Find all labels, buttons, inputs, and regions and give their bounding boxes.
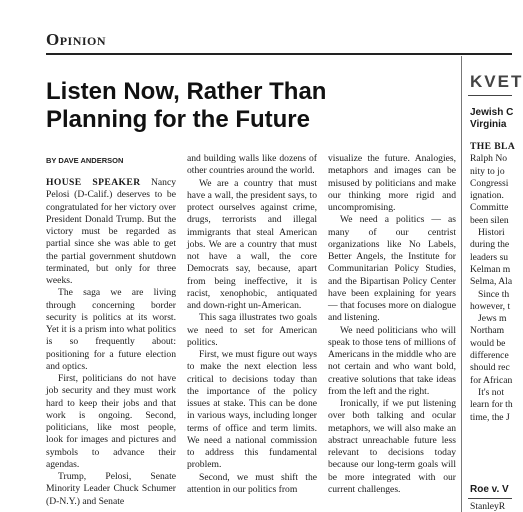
sidebar-rule-2 <box>468 498 512 499</box>
paragraph: This saga illustrates two goals we need to set for American politics. <box>187 312 317 348</box>
article-byline: BY DAVE ANDERSON <box>46 156 124 165</box>
paragraph-continued: and building walls like dozens of other countries around the world. <box>187 153 317 177</box>
paragraph: We need politicians who will speak to those tens of millions of Americans in the middle who are not certain and who want bold, creative solutions that take ideas from the left and the right. <box>328 324 456 397</box>
sidebar-line: ignation. <box>470 190 504 202</box>
sidebar-line: for African <box>470 374 513 386</box>
sidebar-headline-2: Roe v. V <box>470 484 509 495</box>
paragraph: Trump, Pelosi, Senate Minority Leader Chuck Schumer (D-N.Y.) and Senate <box>46 471 176 507</box>
article-column-2 <box>187 153 317 496</box>
sidebar-line: during the <box>470 239 510 251</box>
sidebar-line: should rec <box>470 362 510 374</box>
paragraph-continued: visualize the future. Analogies, metaphors and images can be misused by politicians and make our thinking more rigid and uncompromising. <box>328 153 456 213</box>
section-rule <box>46 53 512 55</box>
sidebar-headline-line: Jewish C <box>470 107 514 118</box>
sidebar-line: leaders su <box>470 251 509 263</box>
paragraph: First, we must figure out ways to make the next election less critical to decisions today than the importance of the policy issues at stake. This can be done in various ways, including longer terms of office and term limits. We need a national commission to address this fundamental problem. <box>187 349 317 471</box>
sidebar-line: however, t <box>470 300 511 312</box>
sidebar-line: difference <box>470 350 509 362</box>
sidebar-line: Northam <box>470 325 505 337</box>
sidebar-body <box>470 141 516 424</box>
sidebar-title: KVET <box>470 72 523 91</box>
lead-text: Nancy Pelosi (D-Calif.) deserves to be congratulated for her victory over President Donald Trump. But the victory must be regarded as partial since she was able to get the partial government shutdown terminated, but only for three weeks. <box>46 177 176 286</box>
sidebar-line: been silen <box>470 214 509 226</box>
sidebar-line: Jews m <box>478 313 507 325</box>
lead-paragraph <box>46 177 176 287</box>
sidebar-line: learn for th <box>470 399 513 411</box>
paragraph: We need a politics — as many of our centrist organizations like No Labels, Better Angels, the Institute for Communitarian Policy Studies, and the Bipartisan Policy Center have been explaining for years — that focuses more on dialogue and listening. <box>328 214 456 324</box>
sidebar-headline-line: Virginia <box>470 119 507 130</box>
article-headline: Listen Now, Rather Than Planning for the Future <box>46 78 327 133</box>
sidebar-line: Committe <box>470 202 509 214</box>
sidebar-line: Selma, Ala <box>470 276 513 288</box>
sidebar-line: Kelman m <box>470 263 511 275</box>
sidebar-line: Ralph No <box>470 153 508 165</box>
sidebar-line: nity to jo <box>470 165 505 177</box>
sidebar-lead: THE BLA <box>470 141 516 152</box>
sidebar-line: time, the J <box>470 411 510 423</box>
sidebar-rule <box>468 95 512 96</box>
paragraph: First, politicians do not have job security and they must work hard to keep their jobs and that work is ongoing. Second, politicians, like most people, look for images and pictures and symbols to advance their agendas. <box>46 373 176 470</box>
article-column-1 <box>46 177 176 508</box>
paragraph: We are a country that must have a wall, the president says, to protect ourselves against crime, drugs, terrorists and illegal immigrants that steal American jobs. We are a country that must not have a wall, the core Democrats say, because, apart from being ineffective, it is racist, xenophobic, antiquated and down-right un-American. <box>187 177 317 311</box>
sidebar-line: It's not <box>478 386 504 398</box>
lead-caps: HOUSE SPEAKER <box>46 177 141 188</box>
sidebar-line: Congressi <box>470 177 509 189</box>
sidebar-headline <box>470 107 513 131</box>
paragraph: Ironically, if we put listening over both talking and ocular metaphors, we will also make an abstract unreachable future less relevant to decisions today because our long-term goals will be more integrated with our current challenges. <box>328 398 456 495</box>
sidebar-line: Since th <box>478 288 510 300</box>
column-divider <box>461 56 462 512</box>
sidebar-line: would be <box>470 337 506 349</box>
sidebar-line: Histori <box>478 227 505 239</box>
section-label: Opinion <box>46 30 107 49</box>
article-column-3 <box>328 153 456 496</box>
paragraph: The saga we are living through concerning border security is politics at its worst. Yet it is a prism into what politics is so frequently about: positioning for a future election and optics. <box>46 287 176 372</box>
paragraph: Second, we must shift the attention in our politics from <box>187 471 317 495</box>
sidebar-tail: StanleyR <box>470 501 506 512</box>
